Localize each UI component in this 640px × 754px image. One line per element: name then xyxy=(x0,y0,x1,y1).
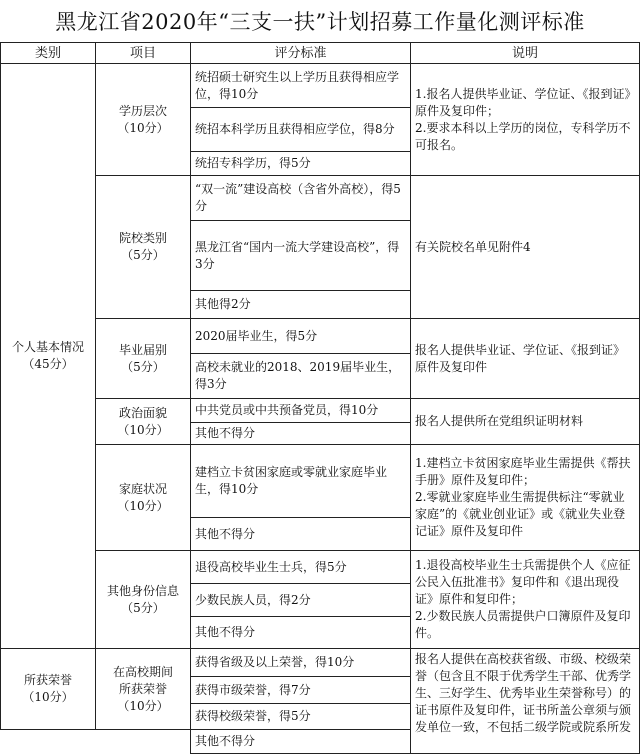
item-score: （10分） xyxy=(117,498,169,513)
notes-cell: 1.建档立卡贫困家庭毕业生需提供《帮扶手册》原件及复印件； 2.零就业家庭毕业生需提供标注“零就业家庭”的《就业创业证》或《就业失业登记证》原件及复印件 xyxy=(410,444,640,551)
category-score: （45分） xyxy=(22,357,74,371)
header-criteria: 评分标准 xyxy=(190,42,411,64)
category-name: 个人基本情况 xyxy=(11,340,84,354)
item-name: 其他身份信息 xyxy=(106,583,179,598)
criteria-cell: 获得校级荣誉，得5分 xyxy=(190,703,411,730)
item-cell xyxy=(95,63,191,176)
criteria-cell: 其他不得分 xyxy=(190,517,411,551)
item-cell xyxy=(95,318,191,399)
item-cell xyxy=(95,175,191,319)
item-name: 院校类别 xyxy=(118,231,167,245)
header-item: 项目 xyxy=(95,42,191,64)
item-score: （5分） xyxy=(121,248,165,262)
notes-cell: 有关院校名单见附件4 xyxy=(410,175,640,319)
criteria-cell: 建档立卡贫困家庭或零就业家庭毕业生，得10分 xyxy=(190,444,411,518)
notes-cell: 报名人提供毕业证、学位证、《报到证》原件及复印件 xyxy=(410,318,640,399)
item-score: （10分） xyxy=(117,422,169,437)
criteria-cell: 2020届毕业生，得5分 xyxy=(190,318,411,354)
criteria-cell: 统招专科学历，得5分 xyxy=(190,151,411,176)
notes-cell: 报名人提供在高校获省级、市级、校级荣誉（包含且不限于优秀学生干部、优秀学生、三好学生、优秀毕业生荣誉称号）的证书原件及复印件，证书所盖公章须与颁发单位一致，不包括二级学院或院系所发 xyxy=(410,648,640,754)
criteria-cell: 获得省级及以上荣誉，得10分 xyxy=(190,648,411,677)
item-name: 政治面貌 xyxy=(118,405,167,420)
item-name: 家庭状况 xyxy=(118,481,167,496)
item-name: 学历层次 xyxy=(118,103,167,118)
criteria-cell: 其他不得分 xyxy=(190,729,411,754)
criteria-cell: 统招硕士研究生以上学历且获得相应学位，得10分 xyxy=(190,63,411,108)
page-title: 黑龙江省2020年“三支一扶”计划招募工作量化测评标准 xyxy=(55,10,585,34)
notes-cell: 1.报名人提供毕业证、学位证、《报到证》原件及复印件； 2.要求本科以上学历的岗位，专科学历不可报名。 xyxy=(410,63,640,176)
category-name: 所获荣誉 xyxy=(23,673,72,687)
item-cell xyxy=(95,398,191,445)
item-name: 在高校期间 所获荣誉 xyxy=(112,664,173,696)
criteria-cell: 少数民族人员，得2分 xyxy=(190,583,411,617)
item-cell xyxy=(95,648,191,730)
criteria-cell: 获得市级荣誉，得7分 xyxy=(190,676,411,704)
item-score: （10分） xyxy=(117,698,169,713)
category-cell xyxy=(0,648,96,730)
criteria-cell: 其他不得分 xyxy=(190,616,411,649)
criteria-cell: 高校未就业的2018、2019届毕业生，得3分 xyxy=(190,353,411,399)
header-category: 类别 xyxy=(0,42,96,64)
criteria-cell: 中共党员或中共预备党员，得10分 xyxy=(190,398,411,423)
criteria-cell: 其他得2分 xyxy=(190,290,411,319)
criteria-cell: 其他不得分 xyxy=(190,422,411,445)
scoring-table xyxy=(0,42,640,748)
item-cell xyxy=(95,550,191,649)
item-score: （5分） xyxy=(121,359,165,374)
criteria-cell: 统招本科学历且获得相应学位，得8分 xyxy=(190,107,411,152)
criteria-cell: 黑龙江省“国内一流大学建设高校”，得3分 xyxy=(190,220,411,291)
item-score: （10分） xyxy=(117,120,169,135)
notes-cell: 报名人提供所在党组织证明材料 xyxy=(410,398,640,445)
item-cell xyxy=(95,444,191,551)
notes-cell: 1.退役高校毕业生士兵需提供个人《应征公民入伍批准书》复印件和《退出现役证》原件和复印件； 2.少数民族人员需提供户口簿原件及复印件。 xyxy=(410,550,640,649)
item-name: 毕业届别 xyxy=(118,342,167,357)
criteria-cell: “双一流”建设高校（含省外高校），得5分 xyxy=(190,175,411,221)
criteria-cell: 退役高校毕业生士兵，得5分 xyxy=(190,550,411,584)
header-notes: 说明 xyxy=(410,42,640,64)
category-cell xyxy=(0,63,96,649)
item-score: （5分） xyxy=(121,600,165,615)
category-score: （10分） xyxy=(22,690,74,704)
